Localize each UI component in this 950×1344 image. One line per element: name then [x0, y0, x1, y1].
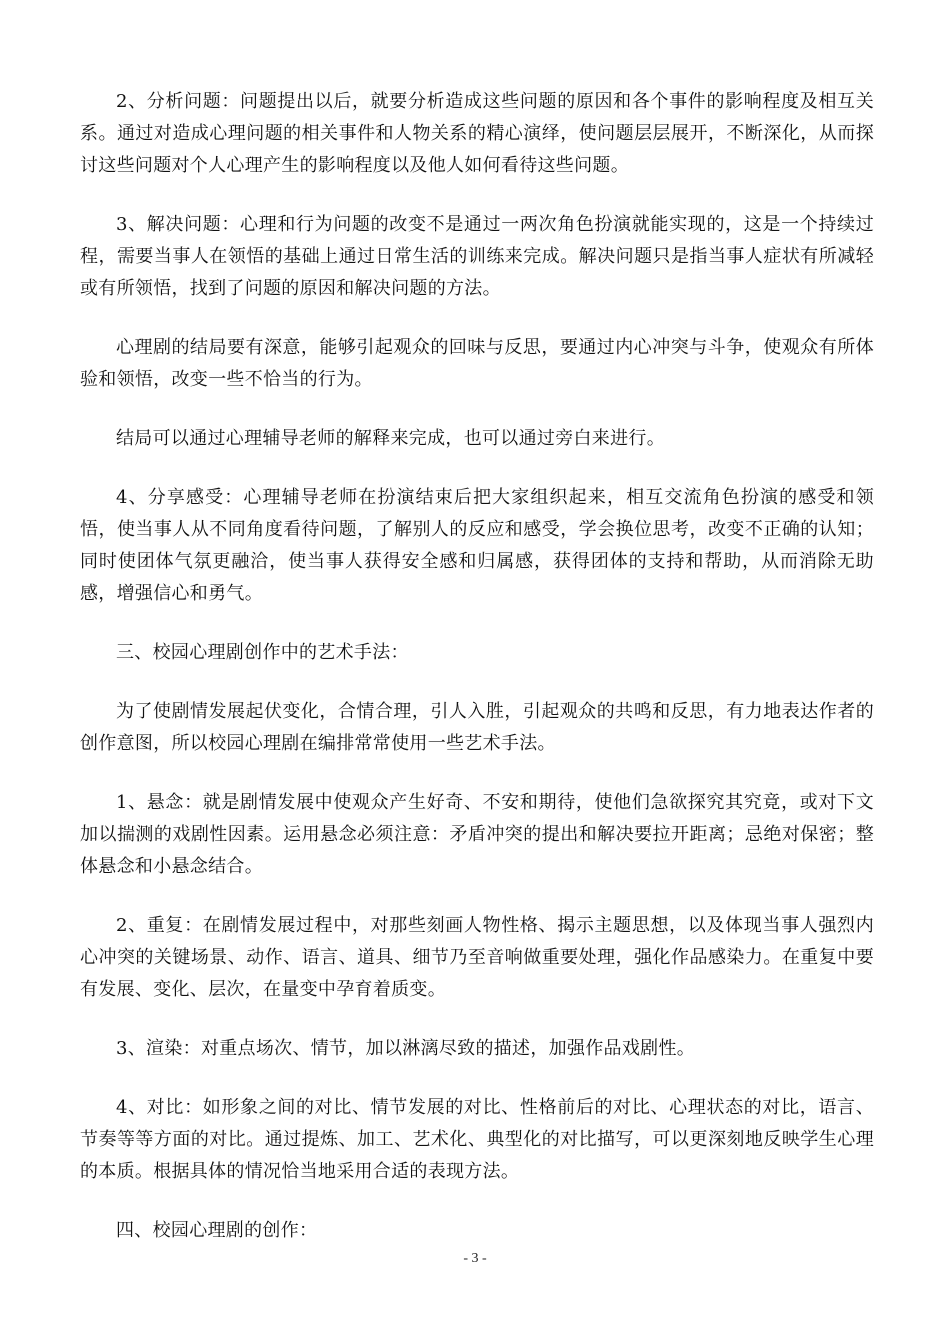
paragraph-art-intro: 为了使剧情发展起伏变化，合情合理，引人入胜，引起观众的共鸣和反思，有力地表达作者的创作意图，所以校园心理剧在编排常常使用一些艺术手法。 [80, 701, 874, 754]
paragraph-rendering: 3、渲染：对重点场次、情节，加以淋漓尽致的描述，加强作品戏剧性。 [116, 1038, 696, 1059]
paragraph-analyze-problem: 2、分析问题：问题提出以后，就要分析造成这些问题的原因和各个事件的影响程度及相互关系。通过对造成心理问题的相关事件和人物关系的精心演绎，使问题层层展开，不断深化，从而探讨这些问题对个人心理产生的影响程度以及他人如何看待这些问题。 [80, 91, 874, 176]
page-number: - 3 - [463, 1251, 487, 1266]
paragraph-ending-meaning: 心理剧的结局要有深意，能够引起观众的回味与反思，要通过内心冲突与斗争，使观众有所体验和领悟，改变一些不恰当的行为。 [80, 337, 874, 390]
section-heading-creation: 四、校园心理剧的创作： [116, 1220, 318, 1241]
section-heading-art-techniques: 三、校园心理剧创作中的艺术手法： [116, 642, 409, 663]
paragraph-ending-method: 结局可以通过心理辅导老师的解释来完成，也可以通过旁白来进行。 [116, 428, 665, 449]
document-body [80, 86, 874, 1274]
paragraph-share-feelings: 4、分享感受：心理辅导老师在扮演结束后把大家组织起来，相互交流角色扮演的感受和领悟，使当事人从不同角度看待问题，了解别人的反应和感受，学会换位思考，改变不正确的认知；同时使团体气氛更融洽，使当事人获得安全感和归属感，获得团体的支持和帮助，从而消除无助感，增强信心和勇气。 [80, 487, 874, 604]
paragraph-suspense: 1、悬念：就是剧情发展中使观众产生好奇、不安和期待，使他们急欲探究其究竟，或对下文加以揣测的戏剧性因素。运用悬念必须注意：矛盾冲突的提出和解决要拉开距离；忌绝对保密；整体悬念和小悬念结合。 [80, 792, 874, 877]
paragraph-contrast: 4、对比：如形象之间的对比、情节发展的对比、性格前后的对比、心理状态的对比，语言、节奏等等方面的对比。通过提炼、加工、艺术化、典型化的对比描写，可以更深刻地反映学生心理的本质。根据具体的情况恰当地采用合适的表现方法。 [80, 1097, 874, 1182]
paragraph-solve-problem: 3、解决问题：心理和行为问题的改变不是通过一两次角色扮演就能实现的，这是一个持续过程，需要当事人在领悟的基础上通过日常生活的训练来完成。解决问题只是指当事人症状有所减轻或有所领悟，找到了问题的原因和解决问题的方法。 [80, 214, 874, 299]
paragraph-repetition: 2、重复：在剧情发展过程中，对那些刻画人物性格、揭示主题思想，以及体现当事人强烈内心冲突的关键场景、动作、语言、道具、细节乃至音响做重要处理，强化作品感染力。在重复中要有发展、变化、层次，在量变中孕育着质变。 [80, 915, 874, 1000]
